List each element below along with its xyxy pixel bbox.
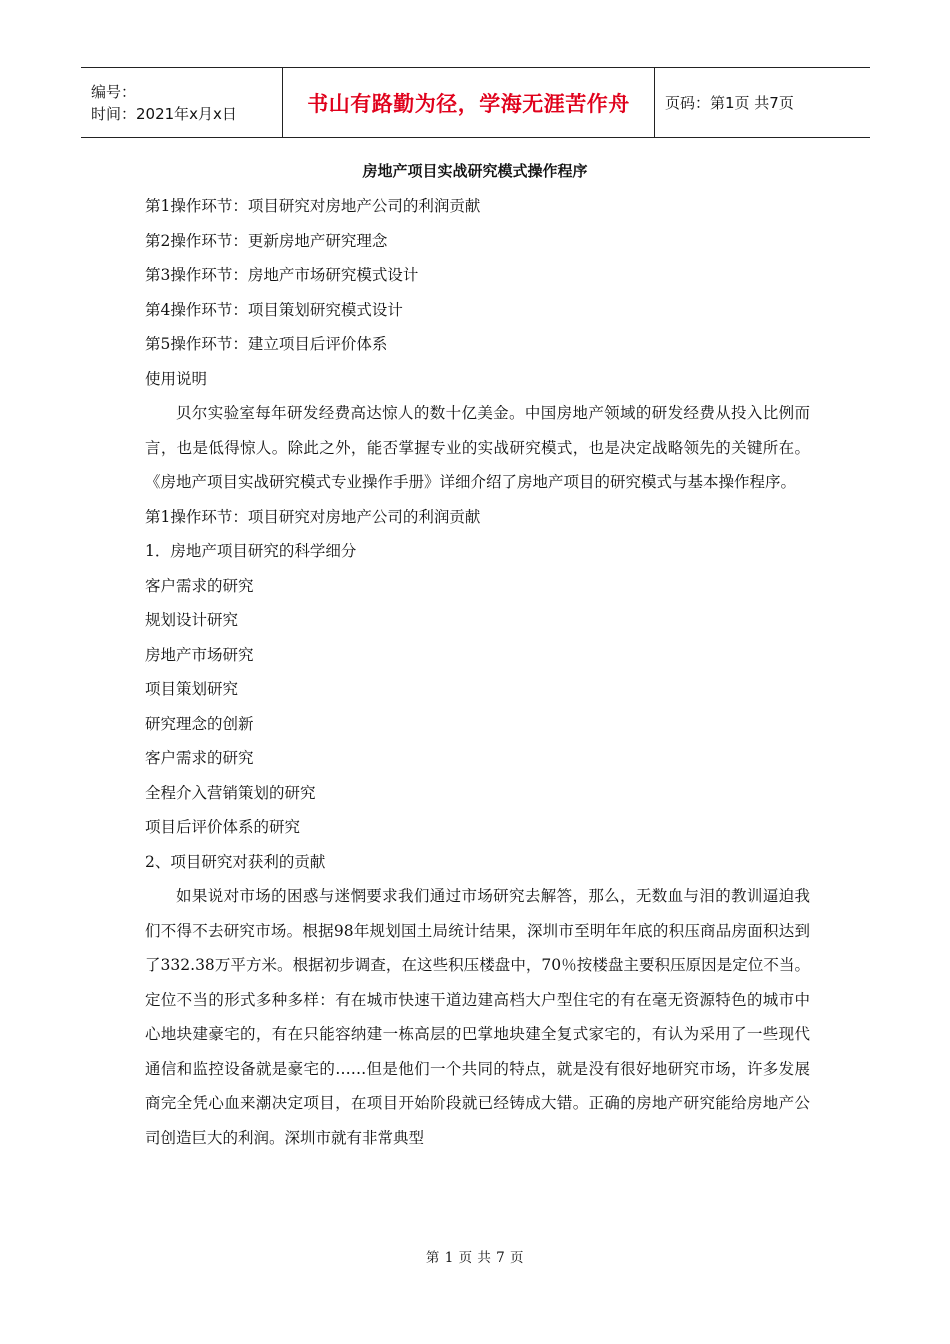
list-item: 项目后评价体系的研究	[145, 818, 301, 836]
toc-item: 第4操作环节：项目策划研究模式设计	[145, 300, 403, 319]
list-item: 规划设计研究	[145, 611, 239, 629]
number-label: 编号：	[91, 82, 137, 101]
list-item: 房地产市场研究	[145, 645, 254, 664]
toc-item: 第1操作环节：项目研究对房地产公司的利润贡献	[145, 197, 481, 215]
list-item: 全程介入营销策划的研究	[145, 783, 316, 802]
list-item: 客户需求的研究	[145, 576, 254, 595]
list-item: 研究理念的创新	[145, 714, 254, 733]
subsection-heading: 1．房地产项目研究的科学细分	[145, 542, 357, 560]
usage-heading: 使用说明	[145, 369, 208, 388]
list-item: 客户需求的研究	[145, 749, 254, 767]
page-code: 页码：第1页 共7页	[665, 94, 794, 112]
toc-item: 第2操作环节：更新房地产研究理念	[145, 231, 388, 250]
time-label: 时间：2021年x月x日	[91, 104, 237, 123]
page-footer: 第 1 页 共 7 页	[425, 1250, 525, 1266]
list-item: 项目策划研究	[145, 680, 239, 698]
document-body	[145, 189, 810, 1155]
toc-item: 第5操作环节：建立项目后评价体系	[145, 335, 388, 353]
toc-item: 第3操作环节：房地产市场研究模式设计	[145, 266, 419, 284]
subsection-heading: 2、项目研究对获利的贡献	[145, 852, 326, 871]
motto: 书山有路勤为径，学海无涯苦作舟	[307, 91, 630, 116]
body-paragraph: 如果说对市场的困惑与迷惘要求我们通过市场研究去解答，那么，无数血与泪的教训逼迫我们不得不去研究市场。根据98年规划国土局统计结果，深圳市至明年年底的积压商品房面积达到了332.38万平方米。根据初步调查，在这些积压楼盘中，70％按楼盘主要积压原因是定位不当。定位不当的形式多种多样：有在城市快速干道边建高档大户型住宅的有在毫无资源特色的城市中心地块建豪宅的，有在只能容纳建一栋高层的巴掌地块建全复式家宅的，有认为采用了一些现代通信和监控设备就是豪宅的……但是他们一个共同的特点，就是没有很好地研究市场，许多发展商完全凭心血来潮决定项目，在项目开始阶段就已经铸成大错。正确的房地产研究能给房地产公司创造巨大的利润。深圳市就有非常典型	[145, 887, 810, 1147]
section-heading: 第1操作环节：项目研究对房地产公司的利润贡献	[145, 507, 481, 526]
document-header	[81, 67, 870, 138]
header-motto-cell	[282, 68, 655, 137]
intro-paragraph: 贝尔实验室每年研发经费高达惊人的数十亿美金。中国房地产领域的研发经费从投入比例而言，也是低得惊人。除此之外，能否掌握专业的实战研究模式，也是决定战略领先的关键所在。《房地产项目实战研究模式专业操作手册》详细介绍了房地产项目的研究模式与基本操作程序。	[145, 404, 810, 491]
header-left-cell	[81, 68, 282, 137]
document-title: 房地产项目实战研究模式操作程序	[362, 162, 588, 180]
header-right-cell	[655, 68, 870, 137]
